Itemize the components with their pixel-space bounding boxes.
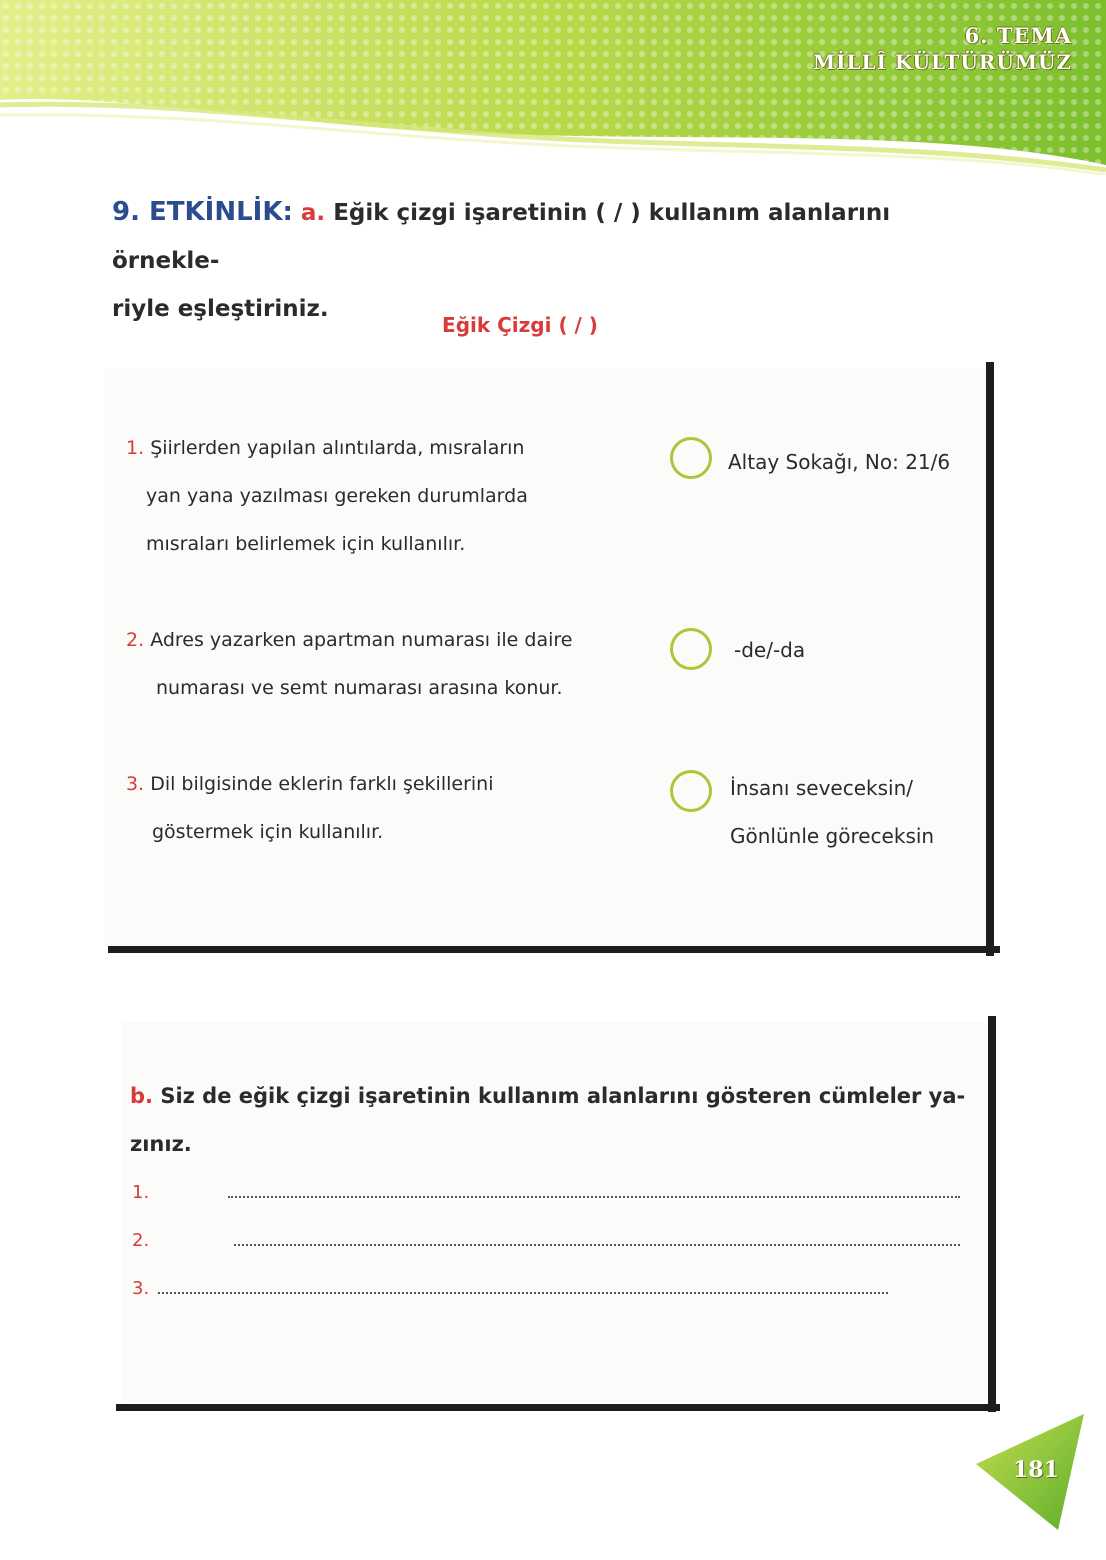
item-number: 2. [126,629,145,651]
panel-a-shadow-right [986,362,994,956]
option-3-text-line2: Gönlünle göreceksin [730,824,935,848]
part-a-letter: a. [300,200,326,226]
matching-item-3-line2: göstermek için kullanılır. [152,821,384,843]
theme-number: 6. TEMA [964,23,1072,48]
item-number: 1. [126,437,145,459]
item-number: 3. [126,773,145,795]
answer-line-2[interactable] [234,1244,960,1246]
part-b-instruction [130,1072,970,1168]
answer-circle-1[interactable] [670,437,712,479]
theme-title: MİLLÎ KÜLTÜRÜMÜZ [812,50,1072,74]
panel-b-shadow-bottom [116,1404,1000,1411]
part-b-instruction-line2: zınız. [130,1132,192,1156]
answer-circle-2[interactable] [670,628,712,670]
matching-item-1-line3: mısraları belirlemek için kullanılır. [146,533,466,555]
option-2-text: -de/-da [734,638,806,662]
part-b-instruction-line1: Siz de eğik çizgi işaretinin kullanım alanlarını gösteren cümleler ya- [160,1084,966,1108]
matching-item-1-line2: yan yana yazılması gereken durumlarda [146,485,528,507]
theme-label [813,22,1072,76]
answer-circle-3[interactable] [670,770,712,812]
matching-item-3 [126,760,494,808]
option-3-text-line1: İnsanı seveceksin/ [730,776,913,800]
panel-b-shadow-right [988,1016,996,1412]
answer-line-1-label: 1. [132,1182,150,1203]
matching-item-1 [126,424,524,472]
answer-line-2-label: 2. [132,1230,150,1251]
item-text-line: Şiirlerden yapılan alıntılarda, mısraların [150,437,525,459]
part-a-instruction-line1: Eğik çizgi işaretinin ( / ) kullanım alanlarını örnekle- [112,200,891,274]
answer-line-3[interactable] [158,1292,888,1294]
page-number: 181 [1013,1457,1059,1483]
matching-item-2 [126,616,572,664]
answer-line-3-label: 3. [132,1278,150,1299]
part-a-instruction-line2: riyle eşleştiriniz. [112,296,329,322]
activity-title [112,188,992,333]
item-text-line: Dil bilgisinde eklerin farklı şekillerini [150,773,494,795]
item-text-line: Adres yazarken apartman numarası ile daire [150,629,573,651]
answer-line-1[interactable] [228,1196,960,1198]
part-b-letter: b. [130,1084,154,1108]
section-subheading: Eğik Çizgi ( / ) [442,313,598,337]
option-1-text: Altay Sokağı, No: 21/6 [728,450,951,474]
panel-a-shadow-bottom [108,946,1000,953]
matching-item-2-line2: numarası ve semt numarası arasına konur. [156,677,563,699]
activity-number: 9. ETKİNLİK: [112,197,293,227]
